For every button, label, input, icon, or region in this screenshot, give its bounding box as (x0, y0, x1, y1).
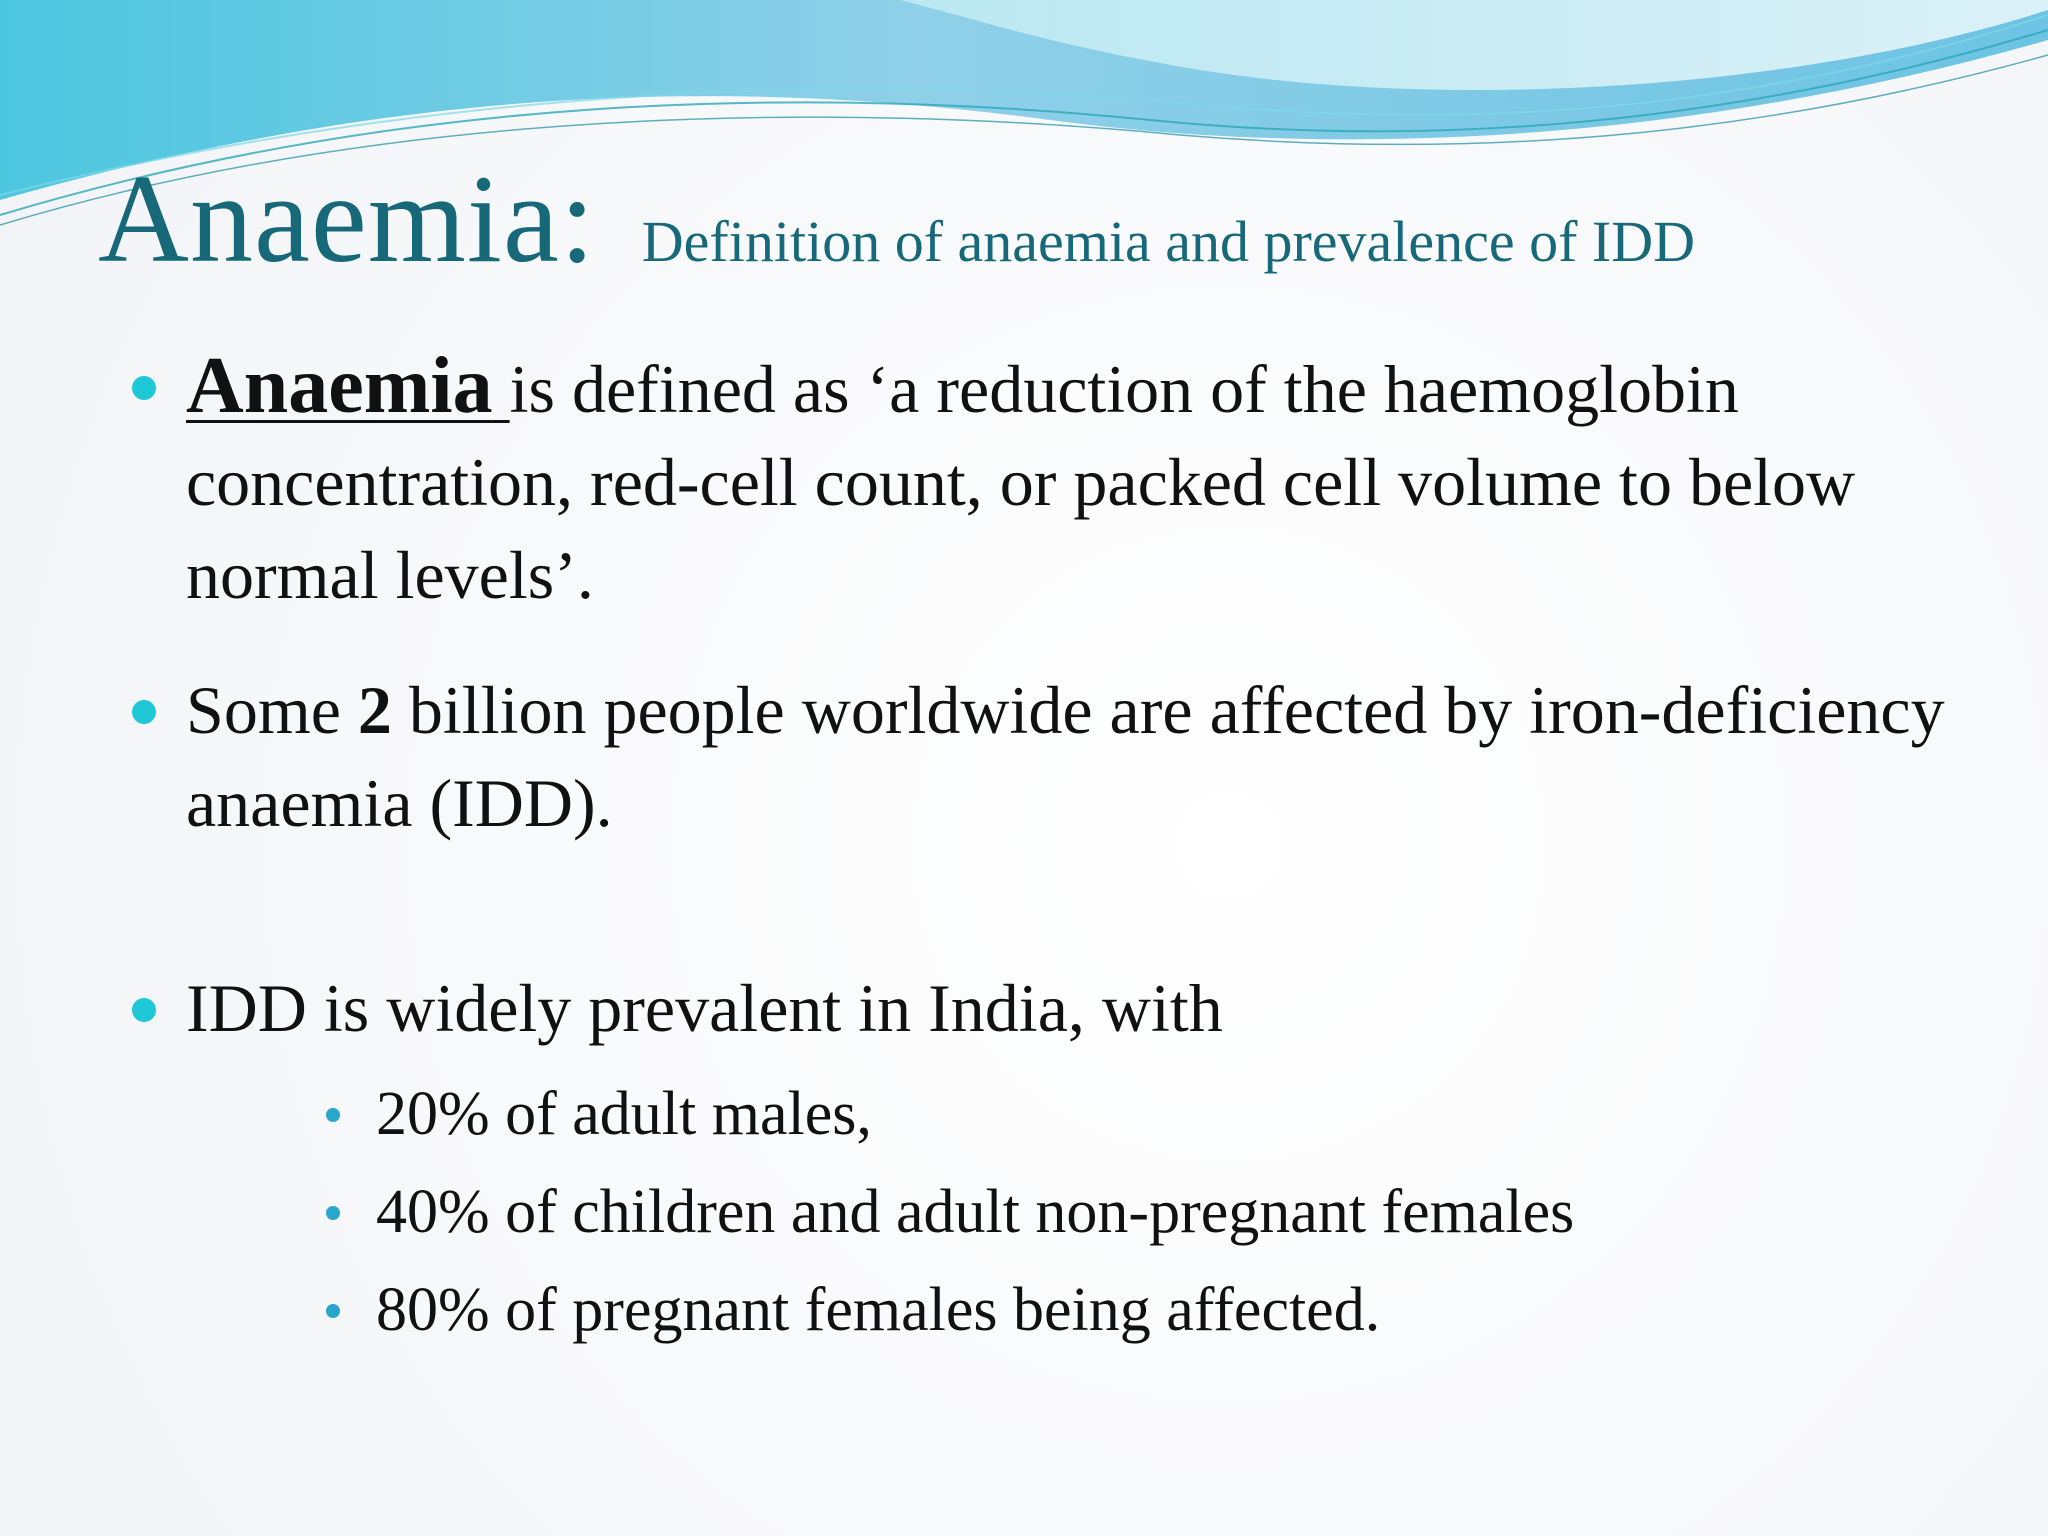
sub-bullet-item (326, 1163, 1958, 1261)
title-subtitle: Definition of anaemia and prevalence of IDD (641, 209, 1696, 274)
prevalence-prefix: Some (186, 672, 358, 748)
sub-bullet-list (128, 1065, 1958, 1359)
slide-title (98, 148, 1695, 292)
bullet-prevalence-india (128, 962, 1958, 1055)
bullet-list (128, 340, 1958, 1359)
prevalence-text: billion people worldwide are affected by iron-deficiency anaemia (IDD). (186, 672, 1945, 841)
sub-bullet-icon (326, 1206, 340, 1220)
sub-bullet-item (326, 1261, 1958, 1359)
title-main: Anaemia: (98, 150, 596, 289)
sub-bullet-item (326, 1065, 1958, 1163)
bullet-icon (132, 700, 156, 724)
sub-bullet-icon (326, 1108, 340, 1122)
bullet-icon (132, 376, 156, 400)
prevalence-number: 2 (357, 672, 392, 748)
keyword-underline-space (493, 351, 510, 427)
bullet-icon (132, 998, 156, 1022)
sub-bullet-text: 40% of children and adult non-pregnant females (376, 1178, 1575, 1246)
bullet-prevalence-worldwide (128, 664, 1958, 850)
sub-bullet-icon (326, 1304, 340, 1318)
sub-bullet-text: 20% of adult males, (376, 1080, 872, 1148)
bullet-definition (128, 340, 1958, 622)
sub-bullet-text: 80% of pregnant females being affected. (376, 1276, 1381, 1344)
keyword-anaemia: Anaemia (186, 342, 493, 430)
india-text: IDD is widely prevalent in India, with (186, 970, 1223, 1046)
definition-text: is defined as ‘a reduction of the haemoglobin concentration, red-cell count, or packed cell volume to below normal levels’. (186, 351, 1856, 613)
